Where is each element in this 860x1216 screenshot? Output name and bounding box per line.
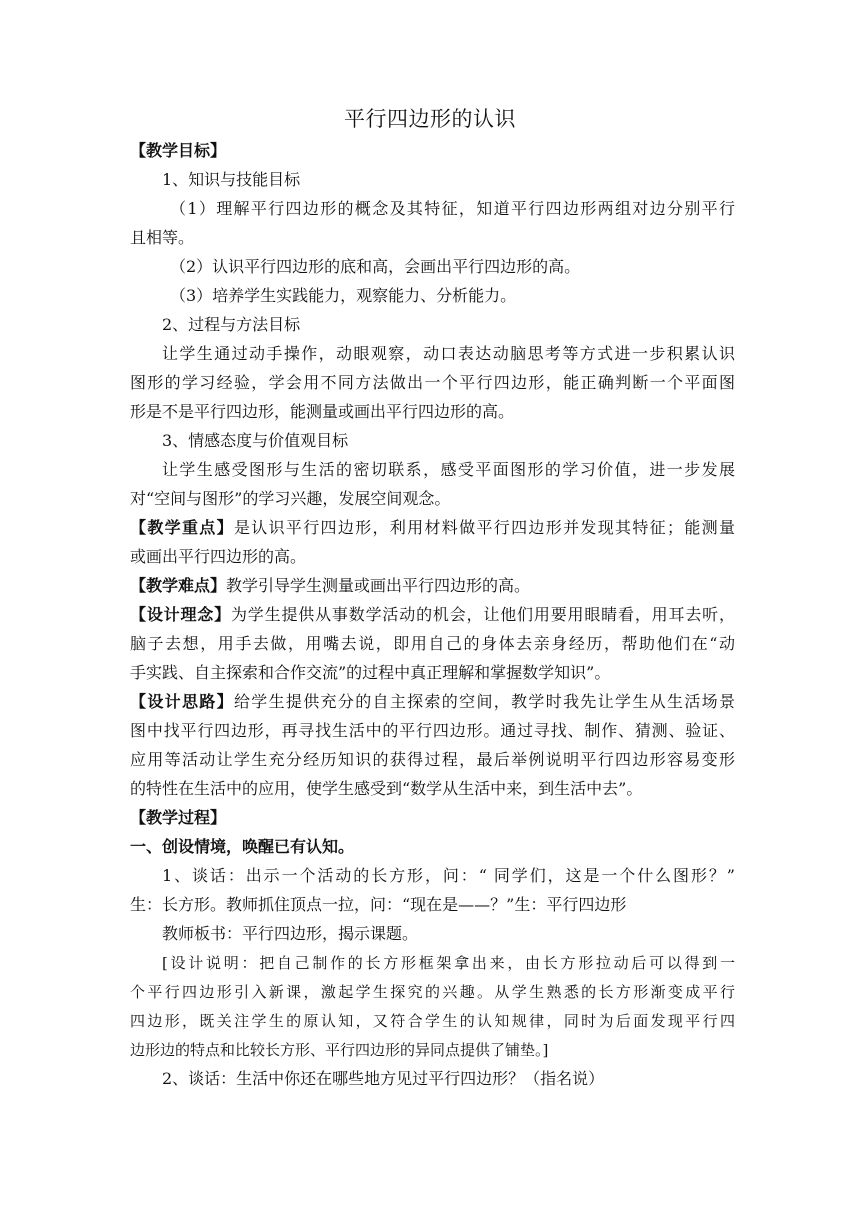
goal-item-2: （2）认识平行四边形的底和高，会画出平行四边形的高。: [170, 257, 581, 276]
page-title: 平行四边形的认识: [344, 107, 516, 131]
difficulty-label: 【教学难点】: [130, 576, 227, 595]
key-point-text: 是认识平行四边形，利用材料做平行四边形并发现其特征；能测量: [233, 518, 735, 537]
talk-1-line-a: 1、谈话：出示一个活动的长方形，问：“ 同学们，这是一个什么图形？”: [162, 866, 735, 885]
goal-attitude-values: 3、情感态度与价值观目标: [162, 431, 349, 450]
key-point-label: 【教学重点】: [130, 518, 234, 537]
design-note-line-d: 边形边的特点和比较长方形、平行四边形的异同点提供了铺垫。]: [130, 1041, 549, 1059]
concept-line-a: [130, 602, 735, 628]
key-point-line-a: [130, 515, 735, 541]
teaching-goals-heading: 【教学目标】: [130, 141, 227, 160]
talk-2: 2、谈话：生活中你还在哪些地方见过平行四边形？（指名说）: [162, 1069, 605, 1088]
goal-attitude-text-b: 对“空间与图形”的学习兴趣，发展空间观念。: [130, 489, 451, 508]
idea-line-d: 的特性在生活中的应用，使学生感受到“数学从生活中来，到生活中去”。: [130, 779, 643, 798]
section-1-heading: 一、创设情境，唤醒已有认知。: [130, 837, 355, 856]
goal-item-1-line-a: （1）理解平行四边形的概念及其特征，知道平行四边形两组对边分别平行: [170, 199, 735, 218]
goal-process-methods: 2、过程与方法目标: [162, 315, 301, 334]
design-note-line-a: [设计说明：把自己制作的长方形框架拿出来，由长方形拉动后可以得到一: [162, 954, 735, 972]
goal-attitude-text-a: 让学生感受图形与生活的密切联系，感受平面图形的学习价值，进一步发展: [162, 460, 735, 479]
goal-process-text-b: 图形的学习经验，学会用不同方法做出一个平行四边形，能正确判断一个平面图: [130, 373, 735, 392]
talk-1-line-b: 生：长方形。教师抓住顶点一拉，问：“现在是——？”生：平行四边形: [130, 895, 627, 914]
key-point-line-b: 或画出平行四边形的高。: [130, 547, 307, 566]
goal-item-1-line-b: 且相等。: [130, 228, 195, 247]
goal-item-3: （3）培养学生实践能力，观察能力、分析能力。: [170, 286, 517, 305]
teaching-process-heading: 【教学过程】: [130, 808, 227, 827]
difficulty-text: 教学引导学生测量或画出平行四边形的高。: [226, 576, 531, 595]
goal-knowledge-skills: 1、知识与技能目标: [162, 170, 301, 189]
idea-line-a: [130, 689, 735, 715]
idea-text: 给学生提供充分的自主探索的空间，教学时我先让学生从生活场景: [233, 692, 735, 711]
idea-label: 【设计思路】: [130, 692, 234, 711]
concept-line-c: 手实践、自主探索和合作交流”的过程中真正理解和掌握数学知识”。: [130, 663, 611, 682]
goal-process-text-a: 让学生通过动手操作，动眼观察，动口表达动脑思考等方式进一步积累认识: [162, 344, 735, 363]
concept-label: 【设计理念】: [130, 605, 231, 624]
design-note-line-c: 四边形，既关注学生的原认知，又符合学生的认知规律，同时为后面发现平行四: [130, 1012, 735, 1030]
idea-line-b: 图中找平行四边形，再寻找生活中的平行四边形。通过寻找、制作、猜测、验证、: [130, 721, 735, 740]
board-writing: 教师板书：平行四边形，揭示课题。: [162, 924, 419, 943]
concept-text: 为学生提供从事数学活动的机会，让他们用要用眼睛看，用耳去听，: [230, 605, 735, 624]
design-note-line-b: 个平行四边形引入新课，激起学生探究的兴趣。从学生熟悉的长方形渐变成平行: [130, 983, 735, 1001]
idea-line-c: 应用等活动让学生充分经历知识的获得过程，最后举例说明平行四边形容易变形: [130, 750, 735, 769]
goal-process-text-c: 形是不是平行四边形，能测量或画出平行四边形的高。: [130, 402, 515, 421]
concept-line-b: 脑子去想，用手去做，用嘴去说，即用自己的身体去亲身经历，帮助他们在“动: [130, 634, 735, 653]
difficulty-line: [130, 573, 735, 599]
